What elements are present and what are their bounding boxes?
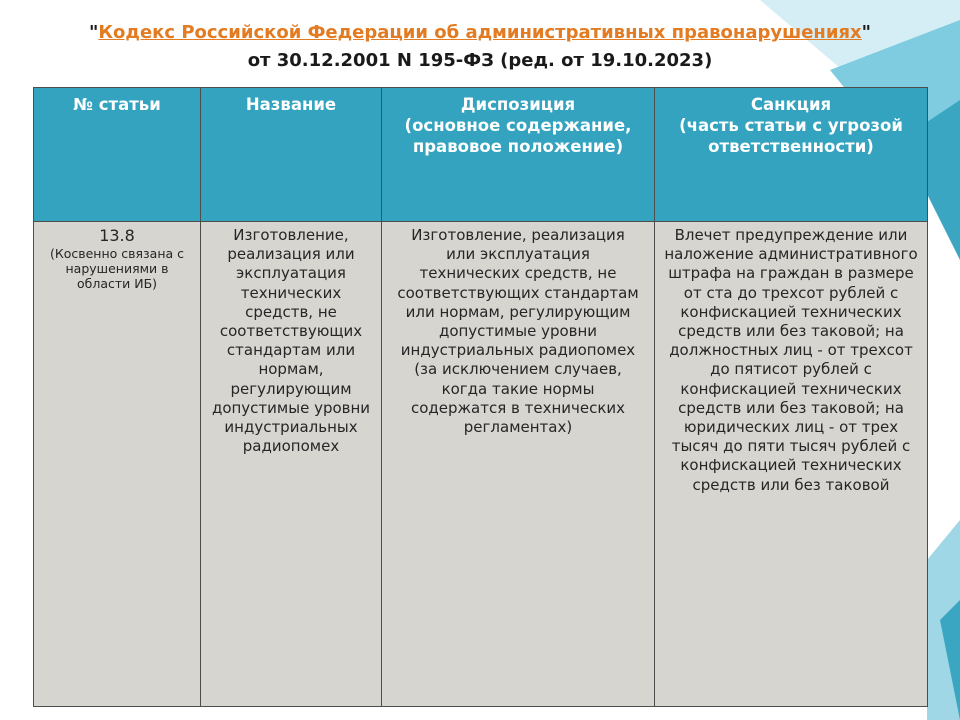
cell-disposition: Изготовление, реализация или эксплуатация технических средств, не соответствующих стандартам или нормам, регулирующим допустимые уровни индустриальных радиопомех (за исключением случаев, когда такие нормы содержатся в технических регламентах) — [382, 222, 655, 707]
header-disposition: Диспозиция (основное содержание, правовое положение) — [382, 88, 655, 222]
header-name: Название — [201, 88, 382, 222]
codex-link[interactable]: Кодекс Российской Федерации об административных правонарушениях — [98, 22, 862, 43]
page-subtitle: от 30.12.2001 N 195-ФЗ (ред. от 19.10.2023) — [247, 50, 713, 71]
cell-sanction: Влечет предупреждение или наложение административного штрафа на граждан в размере от ста до трехсот рублей с конфискацией технических средств или без таковой; на должностных лиц - от трехсот до пятисот рублей с конфискацией технических средств или без таковой; на юридических лиц - от трех тысяч до пяти тысяч рублей с конфискацией технических средств или без таковой — [655, 222, 928, 707]
title-quote-open: " — [88, 22, 99, 43]
table-header-row — [34, 88, 928, 222]
article-table — [33, 87, 928, 707]
article-number: 13.8 — [99, 226, 135, 245]
header-article-number: № статьи — [34, 88, 201, 222]
article-note: (Косвенно связана с нарушениями в области ИБ) — [49, 246, 185, 291]
header-sanction: Санкция (часть статьи с угрозой ответственности) — [655, 88, 928, 222]
page-title — [0, 20, 960, 74]
title-quote-close: " — [861, 22, 872, 43]
cell-article-number — [34, 222, 201, 707]
table-row — [34, 222, 928, 707]
cell-name: Изготовление, реализация или эксплуатация технических средств, не соответствующих стандартам или нормам, регулирующим допустимые уровни индустриальных радиопомех — [201, 222, 382, 707]
